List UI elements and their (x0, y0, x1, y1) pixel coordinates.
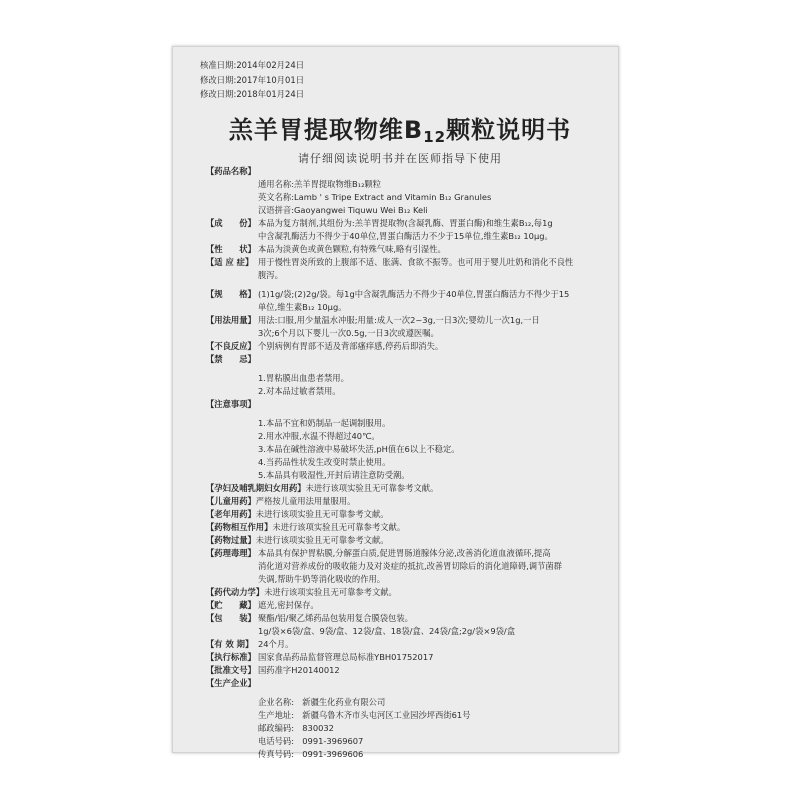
revision-date-1: 修改日期:2017年10月01日 (200, 74, 305, 85)
drug-name-label: 【药品名称】 (206, 166, 256, 176)
interaction-label: 【药物相互作用】 (206, 522, 273, 532)
company-address: 生产地址: 新疆乌鲁木齐市头屯河区工业园沙坪西街61号 (258, 710, 471, 720)
overdose-row (206, 534, 602, 547)
spec-line-2: 单位,维生素B₁₂ 10μg。 (258, 302, 347, 312)
spec-line-1: (1)1g/袋;(2)2g/袋。每1g中含凝乳酶活力不得少于40单位,胃蛋白酶活力不得少于15 (258, 289, 570, 299)
company-name: 企业名称: 新疆生化药业有限公司 (258, 697, 386, 707)
overdose-label: 【药物过量】 (206, 535, 256, 545)
appearance-label: 【性 状】 (206, 244, 256, 254)
appearance-section (206, 243, 602, 256)
caution-3: 3.本品在碱性溶液中易破坏失活,pH值在6以上不稳定。 (258, 444, 460, 454)
indications-line-1: 用于慢性胃炎所致的上腹部不适、胀满、食欲不振等。也可用于婴儿吐奶和消化不良性 (258, 257, 574, 267)
pharmacology-line-3: 失调,帮助牛奶等消化吸收的作用。 (258, 574, 386, 584)
adverse-section (206, 340, 602, 353)
caution-5: 5.本品具有吸湿性,开封后请注意防受潮。 (258, 470, 410, 480)
approval-label: 【批准文号】 (206, 665, 256, 675)
ingredients-section (206, 217, 602, 243)
cautions-label: 【注意事项】 (206, 399, 256, 409)
package-line-1: 聚酯/铝/聚乙烯药品包装用复合膜袋包装。 (258, 613, 413, 623)
caution-4: 4.当药品性状发生改变时禁止使用。 (258, 457, 391, 467)
interaction-row (206, 521, 602, 534)
pregnancy-label: 【孕妇及哺乳期妇女用药】 (206, 483, 306, 493)
storage-section (206, 599, 602, 612)
indications-section (206, 256, 602, 282)
english-name: 英文名称:Lamb ' s Tripe Extract and Vitamin B₁₂ Granules (258, 192, 492, 202)
title-subscript: 12 (423, 128, 447, 146)
approval-section (206, 664, 602, 677)
elderly-label: 【老年用药】 (206, 509, 256, 519)
title-tail: 颗粒说明书 (446, 116, 572, 144)
pinyin-name: 汉语拼音:Gaoyangwei Tiquwu Wei B₁₂ Keli (258, 205, 428, 215)
ingredients-line-1: 本品为复方制剂,其组份为:羔羊胃提取物(含凝乳酶、胃蛋白酶)和维生素B₁₂,每1g (258, 218, 553, 228)
validity-text: 24个月。 (258, 639, 294, 649)
contraindications-label: 【禁 忌】 (206, 354, 256, 364)
document-title (0, 110, 800, 146)
dosage-line-1: 用法:口服,用少量温水冲服;用量:成人一次2~3g,一日3次;婴幼儿一次1g,一日 (258, 315, 540, 325)
adverse-label: 【不良反应】 (206, 341, 256, 351)
postcode: 邮政编码: 830032 (258, 723, 334, 733)
pregnancy-text: 未进行该项实验且无可靠参考文献。 (305, 483, 439, 493)
adverse-text: 个别病例有胃部不适及背部瘙痒感,停药后即消失。 (258, 341, 444, 351)
title-main: 羔羊胃提取物维B (228, 116, 424, 144)
indications-line-2: 腹泻。 (258, 270, 283, 280)
common-name: 通用名称:羔羊胃提取物维B₁₂颗粒 (258, 179, 381, 189)
pregnancy-row (206, 482, 602, 495)
elderly-row (206, 508, 602, 521)
ingredients-line-2: 中含凝乳酶活力不得少于40单位,胃蛋白酶活力不少于15单位,维生素B₁₂ 10μg。 (258, 231, 553, 241)
pharmacokinetics-label: 【药代动力学】 (206, 587, 265, 597)
elderly-text: 未进行该项实验且无可靠参考文献。 (255, 509, 389, 519)
package-section (206, 612, 602, 638)
pharmacokinetics-row (206, 586, 602, 599)
contraindication-2: 2.对本品过敏者禁用。 (258, 386, 341, 396)
revision-date-2: 修改日期:2018年01月24日 (200, 89, 305, 99)
ingredients-label: 【成 份】 (206, 218, 256, 228)
pharmacokinetics-text: 未进行该项实验且无可靠参考文献。 (264, 587, 397, 597)
children-row (206, 495, 602, 508)
storage-text: 遮光,密封保存。 (258, 600, 319, 610)
approval-date: 核准日期:2014年02月24日 (200, 60, 305, 70)
standard-label: 【执行标准】 (206, 652, 256, 662)
pharmacology-section (206, 547, 602, 586)
dosage-section (206, 314, 602, 340)
contraindication-1: 1.胃粘膜出血患者禁用。 (258, 373, 349, 383)
leaflet-content (206, 165, 602, 761)
pharmacology-line-2: 消化道对营养成份的吸收能力及对炎症的抵抗,改善胃切除后的消化道障碍,调节菌群 (258, 561, 562, 571)
phone-number: 电话号码: 0991-3969607 (258, 736, 364, 746)
validity-section (206, 638, 602, 651)
approval-dates (200, 58, 304, 102)
manufacturer-label: 【生产企业】 (206, 678, 256, 688)
dosage-label: 【用法用量】 (206, 315, 256, 325)
indications-label: 【适 应 症】 (206, 257, 254, 267)
standard-section (206, 651, 602, 664)
pharmacology-line-1: 本品具有保护胃粘膜,分解蛋白质,促进胃肠道腺体分泌,改善消化道血液循环,提高 (258, 548, 551, 558)
storage-label: 【贮 藏】 (206, 600, 256, 610)
caution-1: 1.本品不宜和奶制品一起调制服用。 (258, 418, 391, 428)
standard-text: 国家食品药品监督管理总局标准YBH01752017 (258, 652, 434, 662)
overdose-text: 未进行该项实验且无可靠参考文献。 (255, 535, 389, 545)
interaction-text: 未进行该项实验且无可靠参考文献。 (272, 522, 406, 532)
children-label: 【儿童用药】 (206, 496, 256, 506)
document-subtitle: 请仔细阅读说明书并在医师指导下使用 (298, 152, 502, 165)
validity-label: 【有 效 期】 (206, 639, 254, 649)
fax-number: 传真号码: 0991-3969606 (258, 749, 364, 759)
package-label: 【包 装】 (206, 613, 256, 623)
spec-label: 【规 格】 (206, 289, 256, 299)
approval-number: 国药准字H20140012 (258, 665, 340, 675)
dosage-line-2: 3次;6个月以下婴儿一次0.5g,一日3次或遵医嘱。 (258, 328, 439, 338)
children-text: 严格按儿童用法用量服用。 (255, 496, 356, 506)
appearance-text: 本品为淡黄色或黄色颗粒,有特殊气味,略有引湿性。 (258, 244, 446, 254)
spec-section (206, 288, 602, 314)
caution-2: 2.用水冲服,水温不得超过40℃。 (258, 431, 380, 441)
package-line-2: 1g/袋×6袋/盒、9袋/盒、12袋/盒、18袋/盒、24袋/盒;2g/袋×9袋/盒 (258, 626, 516, 636)
pharmacology-label: 【药理毒理】 (206, 548, 256, 558)
